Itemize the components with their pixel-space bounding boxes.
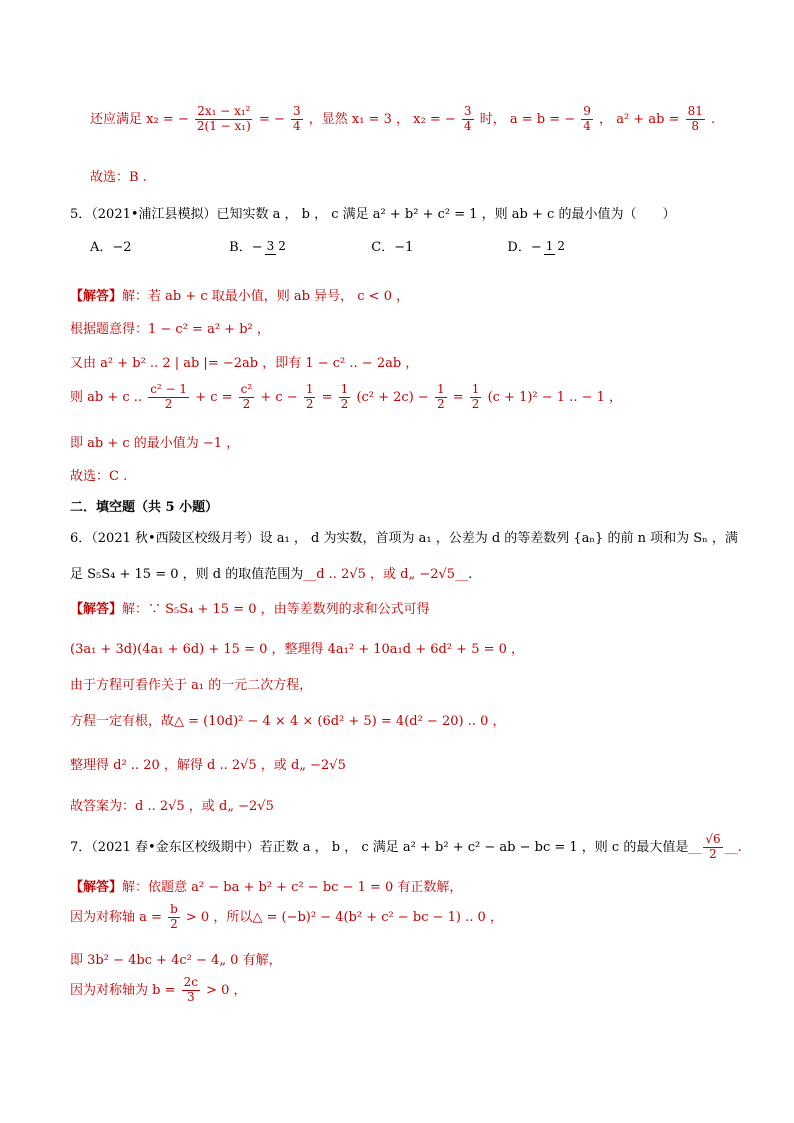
solution-6-line-4: 方程一定有根，故△ = (10d)² − 4 × 4 × (6d² + 5) = 4(d² − 20) .. 0 ，	[70, 714, 506, 729]
answer-blank: __ $\frac{√6}{2}$ __.	[688, 832, 742, 861]
option-c: C．−1	[371, 240, 414, 255]
fraction: $\frac{\text{2x₁ − x₁²}}{\text{2(1 − x₁)}}$	[196, 104, 251, 133]
solution-5-line-2: 根据题意得：1 − c² = a² + b² ，	[70, 322, 270, 337]
solution-6-line-1: 【解答】解：∵ S₅S₄ + 15 = 0 ，由等差数列的求和公式可得	[70, 602, 430, 617]
solution-7-line-2: 因为对称轴 a = $\frac{b}{2}$ > 0 ，所以△ = (−b)² − 4(b² + c² − bc − 1) .. 0 ，	[70, 902, 503, 931]
solution-6-line-6: 故答案为：d .. 2√5 ，或 d„ −2√5	[70, 799, 274, 814]
fraction: $\frac{9}{4}$	[583, 104, 591, 133]
question-7-stem: 7．（2021 春•金东区校级期中）若正数 a ， b ， c 满足 a² + b² + c² − ab − bc = 1 ，则 c 的最大值是__ $\frac{√6}{2}$ __.	[70, 832, 742, 861]
solution-5-line-3: 又由 a² + b² .. 2 | ab |= −2ab ，即有 1 − c² .. − 2ab ，	[70, 356, 419, 371]
option-b: B．− 3 2	[229, 239, 286, 255]
solution-6-line-3: 由于方程可看作关于 a₁ 的一元二次方程，	[70, 678, 313, 693]
question-6-line-1: 6．（2021 秋•西陵区校级月考）设 a₁ ， d 为实数，首项为 a₁ ，公差为 d 的等差数列 {aₙ} 的前 n 项和为 Sₙ ，满	[70, 531, 738, 546]
fraction: $\frac{81}{8}$	[687, 104, 703, 133]
fraction: $\frac{3}{4}$	[293, 104, 301, 133]
option-d: D．− 1 2	[507, 239, 566, 255]
question-5-stem: 5．（2021•浦江县模拟）已知实数 a ， b ， c 满足 a² + b² + c² = 1 ，则 ab + c 的最小值为（ ）	[70, 207, 676, 222]
section-heading: 二．填空题（共 5 小题）	[70, 500, 219, 515]
solution-tag: 【解答】	[70, 289, 123, 304]
solution-7-line-1: 【解答】解：依题意 a² − ba + b² + c² − bc − 1 = 0 有正数解，	[70, 880, 463, 895]
solution-tag: 【解答】	[70, 880, 123, 895]
solution-5-line-6: 故选：C .	[70, 469, 128, 484]
choice-line: 故选：B .	[90, 170, 147, 185]
solution-tag: 【解答】	[70, 602, 123, 617]
solution-6-line-5: 整理得 d² .. 20 ，解得 d .. 2√5 ，或 d„ −2√5	[70, 758, 346, 773]
solution-5-line-5: 即 ab + c 的最小值为 −1 ，	[70, 436, 240, 451]
solution-7-line-4: 因为对称轴为 b = $\frac{2c}{3}$ > 0 ，	[70, 975, 247, 1004]
fraction: $\frac{3}{4}$	[463, 104, 472, 133]
solution-6-line-2: (3a₁ + 3d)(4a₁ + 6d) + 15 = 0 ，整理得 4a₁² + 10a₁d + 6d² + 5 = 0 ，	[70, 642, 525, 657]
question-6-line-2: 足 S₅S₄ + 15 = 0 ，则 d 的取值范围为__d .. 2√5 ，或 d„ −2√5__.	[70, 567, 473, 582]
intro-line-1: 还应满足 x₂ = − $\frac{\text{2x₁ − x₁²}}{\text{2(1 − x₁)}}$ = − $\frac{3}{4}$ ，显然 x₁ = 3 ， x₂ = − $\frac{3}{4}$ 时， a = b = − $\frac{9}{4}$ ， a² + ab = $\frac{81}{8}$ .	[90, 104, 716, 133]
solution-5-line-1: 【解答】解：若 ab + c 取最小值，则 ab 异号， c < 0 ，	[70, 289, 410, 304]
solution-7-line-3: 即 3b² − 4bc + 4c² − 4„ 0 有解，	[70, 953, 282, 968]
option-a: A．−2	[90, 240, 132, 255]
answer-blank: __d .. 2√5 ，或 d„ −2√5__	[303, 567, 469, 582]
solution-5-line-4: 则 ab + c .. $\frac{\text{c² − 1}}{2}$ + c = $\frac{\text{c²}}{2}$ + c − $\frac{1}{2}$ = $\frac{1}{2}$ (c² + 2c) − $\frac{1}{2}$ = $\frac{1}{2}$ (c + 1)² − 1 .. − 1 ，	[70, 382, 623, 411]
question-5-options	[90, 236, 569, 255]
